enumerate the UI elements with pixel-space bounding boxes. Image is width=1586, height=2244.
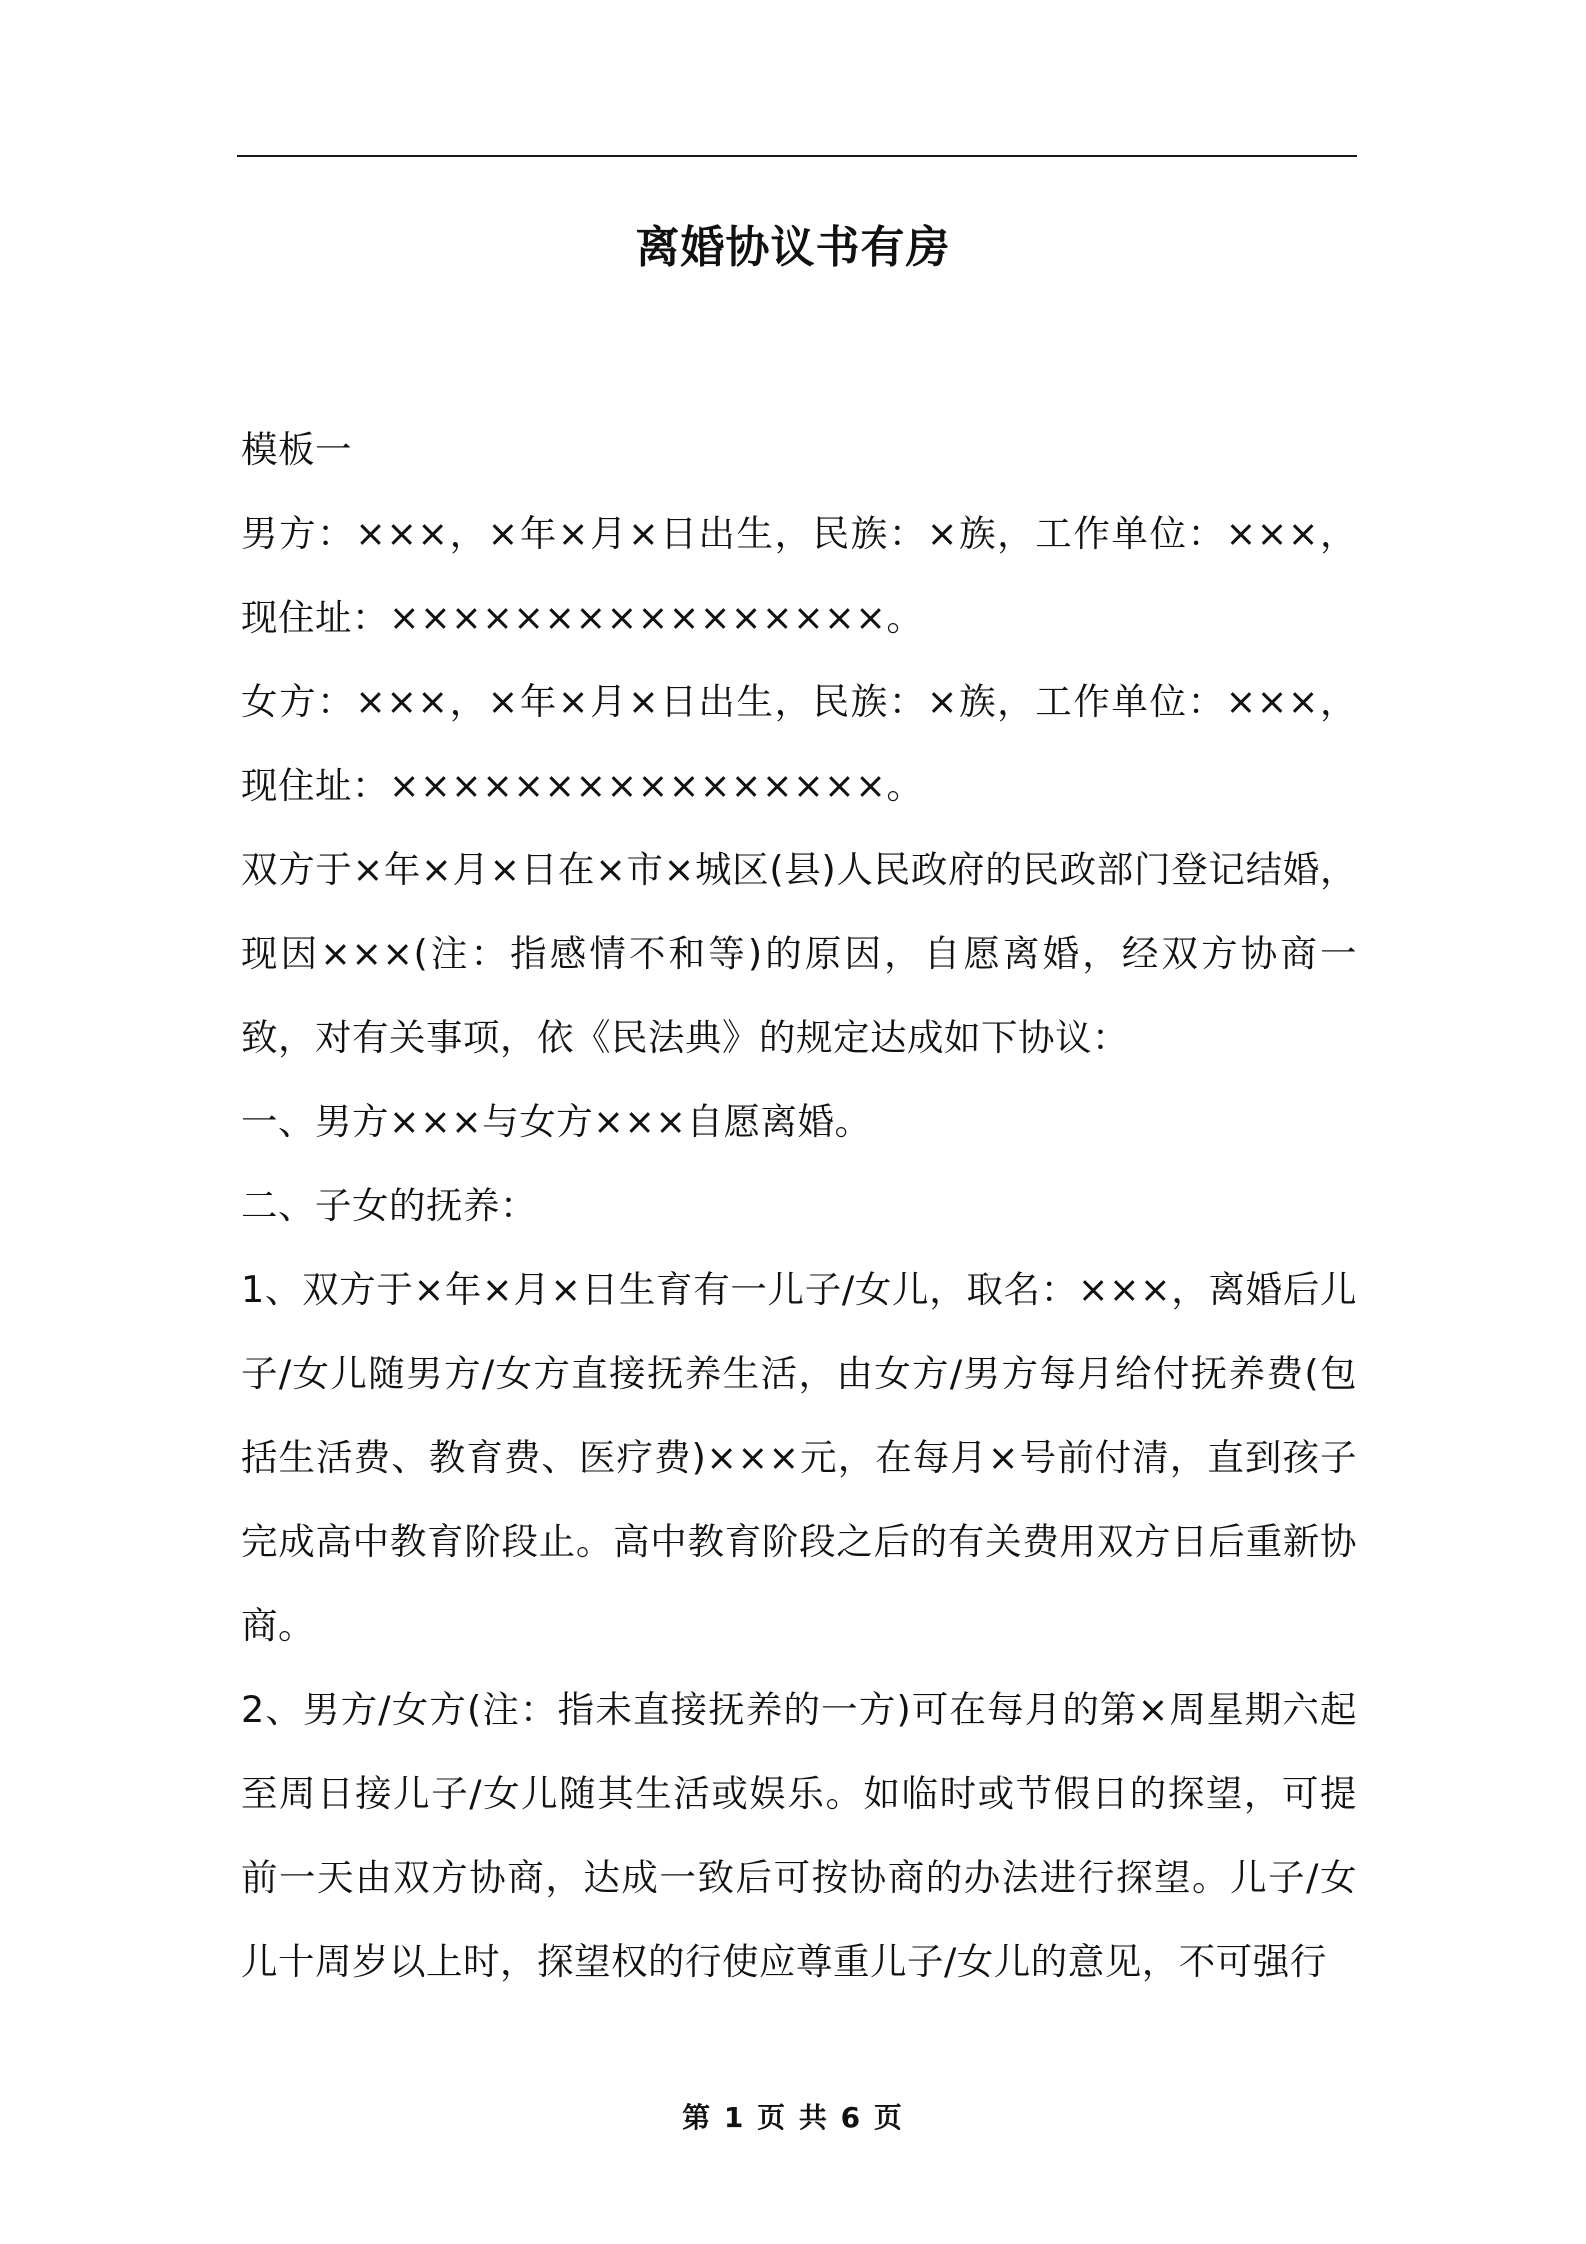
- paragraph-clause-2-heading: 二、子女的抚养：: [241, 1184, 537, 1227]
- paragraph-wife-info: 女方：×××，×年×月×日出生，民族：×族，工作单位：×××，现住址：××××××××××××××××。: [241, 680, 1357, 807]
- paragraph-visitation: 2、男方/女方(注：指未直接抚养的一方)可在每月的第×周星期六起至周日接儿子/女儿随其生活或娱乐。如临时或节假日的探望，可提前一天由双方协商，达成一致后可按协商的办法进行探望。儿子/女儿十周岁以上时，探望权的行使应尊重儿子/女儿的意见，不可强行: [241, 1688, 1358, 1983]
- paragraph-marriage-background: 双方于×年×月×日在×市×城区(县)人民政府的民政部门登记结婚，现因×××(注：指感情不和等)的原因，自愿离婚，经双方协商一致，对有关事项，依《民法典》的规定达成如下协议：: [241, 848, 1357, 1059]
- header-rule: [237, 155, 1357, 157]
- paragraph-clause-1: 一、男方×××与女方×××自愿离婚。: [241, 1100, 872, 1143]
- paragraph-husband-info: 男方：×××，×年×月×日出生，民族：×族，工作单位：×××，现住址：××××××××××××××××。: [241, 512, 1357, 639]
- page-footer: 第 1 页 共 6 页: [682, 2101, 904, 2134]
- paragraph-template-label: 模板一: [241, 428, 352, 471]
- paragraph-child-support: 1、双方于×年×月×日生育有一儿子/女儿，取名：×××，离婚后儿子/女儿随男方/女方直接抚养生活，由女方/男方每月给付抚养费(包括生活费、教育费、医疗费)×××元，在每月×号前付清，直到孩子完成高中教育阶段止。高中教育阶段之后的有关费用双方日后重新协商。: [241, 1268, 1357, 1647]
- document-title: 离婚协议书有房: [635, 222, 951, 273]
- document-body: [241, 408, 1357, 2004]
